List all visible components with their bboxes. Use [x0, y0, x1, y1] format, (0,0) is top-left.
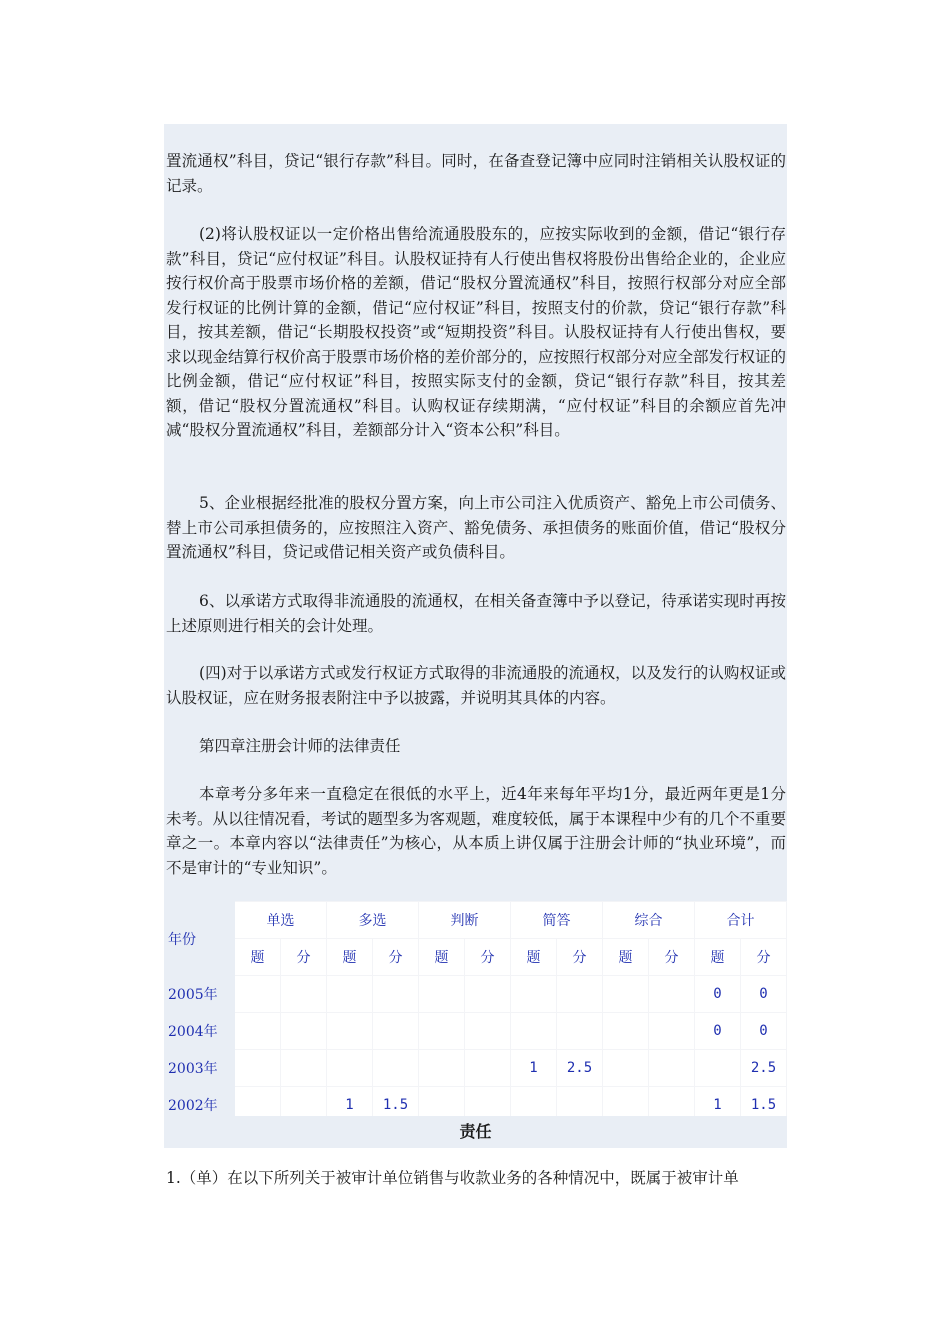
table-cell: 1.5: [741, 1087, 787, 1124]
table-row: [165, 1050, 787, 1087]
table-cell: [235, 1050, 281, 1087]
table-cell: 2.5: [741, 1050, 787, 1087]
subheader-score: 分: [741, 939, 787, 976]
table-cell: 1: [327, 1087, 373, 1124]
table-row: [165, 1013, 787, 1050]
table-cell: [603, 1013, 649, 1050]
question-1: 1.（单）在以下所列关于被审计单位销售与收款业务的各种情况中，既属于被审计单: [166, 1169, 739, 1187]
paragraph-4: 6、以承诺方式取得非流通股的流通权，在相关备查簿中予以登记，待承诺实现时再按上述原则进行相关的会计处理。: [166, 592, 786, 635]
table-cell: [465, 1013, 511, 1050]
paragraph-1: 置流通权”科目，贷记“银行存款”科目。同时，在备查登记簿中应同时注销相关认股权证的记录。: [166, 152, 786, 195]
score-table: [164, 901, 787, 1124]
paragraph-6: 本章考分多年来一直稳定在很低的水平上，近4年来每年平均1分，最近两年更是1分未考。从以往情况看，考试的题型多为客观题，难度较低，属于本课程中少有的几个不重要章之一。本章内容以“法律责任”为核心，从本质上讲仅属于注册会计师的“执业环境”，而不是审计的“专业知识”。: [166, 785, 787, 877]
header-total: 合计: [695, 902, 787, 939]
table-cell: 0: [741, 976, 787, 1013]
subheader-count: 题: [235, 939, 281, 976]
table-subheader-row: [165, 939, 787, 976]
chapter-heading: 第四章注册会计师的法律责任: [199, 737, 401, 755]
table-cell: [511, 1013, 557, 1050]
table-cell: [557, 1013, 603, 1050]
paragraph-2: (2)将认股权证以一定价格出售给流通股股东的，应按实际收到的金额，借记“银行存款”科目，贷记“应付权证”科目。认股权证持有人行使出售权将股份出售给企业的，企业应按行权价高于股票市场价格的差额，借记“股权分置流通权”科目，按照行权部分对应全部发行权证的比例计算的金额，借记“应付权证”科目，按照支付的价款，贷记“银行存款”科目，按其差额，借记“长期股权投资”或“短期投资”科目。认股权证持有人行使出售权，要求以现金结算行权价高于股票市场价格的差价部分的，应按照行权部分对应全部发行权证的比例金额，借记“应付权证”科目，按照实际支付的金额，贷记“银行存款”科目，按其差额，借记“股权分置流通权”科目。认购权证存续期满，“应付权证”科目的余额应首先冲减“股权分置流通权”科目，差额部分计入“资本公积”科目。: [166, 225, 787, 439]
table-cell: 0: [741, 1013, 787, 1050]
table-cell: [281, 976, 327, 1013]
table-cell: [281, 1013, 327, 1050]
table-cell: [649, 1013, 695, 1050]
table-cell: [695, 1050, 741, 1087]
table-cell: [373, 976, 419, 1013]
header-comprehensive: 综合: [603, 902, 695, 939]
year-cell: 2004年: [165, 1013, 235, 1050]
subheader-score: 分: [557, 939, 603, 976]
table-cell: [419, 976, 465, 1013]
table-cell: 0: [695, 1013, 741, 1050]
table-cell: [603, 976, 649, 1013]
header-judgement: 判断: [419, 902, 511, 939]
table-cell: [557, 976, 603, 1013]
table-cell: 0: [695, 976, 741, 1013]
table-cell: 1.5: [373, 1087, 419, 1124]
header-multi-choice: 多选: [327, 902, 419, 939]
subheader-count: 题: [419, 939, 465, 976]
subheader-count: 题: [695, 939, 741, 976]
table-cell: 2.5: [557, 1050, 603, 1087]
section-title: 责任: [164, 1116, 787, 1148]
subheader-count: 题: [511, 939, 557, 976]
table-cell: [603, 1050, 649, 1087]
table-header-row: [165, 902, 787, 939]
table-body: [165, 976, 787, 1124]
table-row: [165, 976, 787, 1013]
table-cell: [465, 976, 511, 1013]
paragraph-3: 5、企业根据经批准的股权分置方案，向上市公司注入优质资产、豁免上市公司债务、替上市公司承担债务的，应按照注入资产、豁免债务、承担债务的账面价值，借记“股权分置流通权”科目，贷记或借记相关资产或负债科目。: [166, 494, 786, 561]
year-cell: 2003年: [165, 1050, 235, 1087]
paragraph-5: (四)对于以承诺方式或发行权证方式取得的非流通股的流通权，以及发行的认购权证或认股权证，应在财务报表附注中予以披露，并说明其具体的内容。: [166, 664, 786, 707]
table-cell: [373, 1050, 419, 1087]
subheader-score: 分: [373, 939, 419, 976]
year-cell: 2005年: [165, 976, 235, 1013]
table-cell: [327, 1050, 373, 1087]
table-cell: [649, 1050, 695, 1087]
table-cell: [327, 976, 373, 1013]
table-cell: [649, 976, 695, 1013]
year-header: 年份: [165, 902, 235, 976]
subheader-count: 题: [603, 939, 649, 976]
header-short-answer: 简答: [511, 902, 603, 939]
subheader-score: 分: [649, 939, 695, 976]
table-cell: 1: [695, 1087, 741, 1124]
table-cell: [373, 1013, 419, 1050]
year-cell: 2002年: [165, 1087, 235, 1124]
table-cell: [511, 976, 557, 1013]
table-cell: [281, 1050, 327, 1087]
table-cell: [419, 1050, 465, 1087]
table-cell: [327, 1013, 373, 1050]
table-cell: [419, 1013, 465, 1050]
table-cell: [235, 976, 281, 1013]
subheader-score: 分: [281, 939, 327, 976]
table-cell: [235, 1013, 281, 1050]
subheader-count: 题: [327, 939, 373, 976]
header-single-choice: 单选: [235, 902, 327, 939]
subheader-score: 分: [465, 939, 511, 976]
table-cell: 1: [511, 1050, 557, 1087]
table-cell: [465, 1050, 511, 1087]
